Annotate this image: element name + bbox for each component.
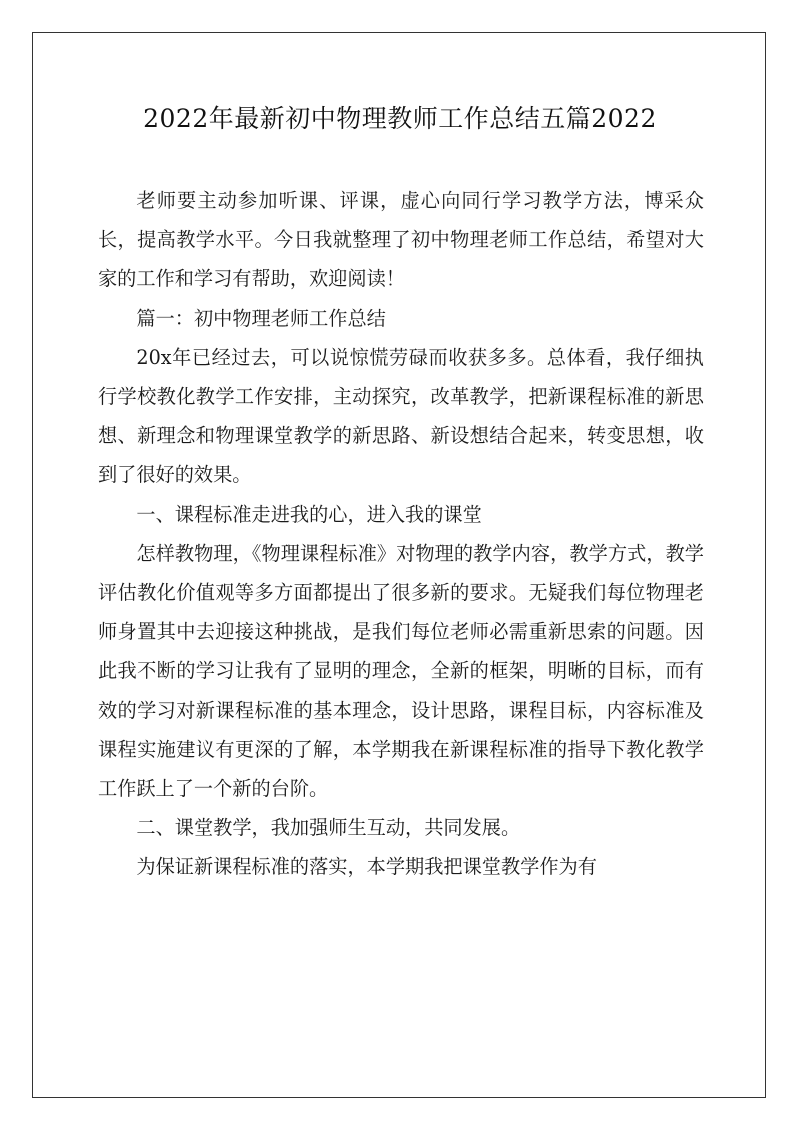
body-paragraph: 20x年已经过去，可以说惊慌劳碌而收获多多。总体看，我仔细执行学校教化教学工作安排，主动探究，改革教学，把新课程标准的新思想、新理念和物理课堂教学的新思路、新设想结合起来，转变思想，收到了很好的效果。 — [98, 345, 704, 487]
document-title: 2022年最新初中物理教师工作总结五篇2022 — [143, 104, 657, 133]
body-paragraph: 怎样教物理，《物理课程标准》对物理的教学内容，教学方式，教学评估教化价值观等多方面都提出了很多新的要求。无疑我们每位物理老师身置其中去迎接这种挑战，是我们每位老师必需重新思索的问题。因此我不断的学习让我有了显明的理念，全新的框架，明晰的目标，而有效的学习对新课程标准的基本理念，设计思路，课程目标，内容标准及课程实施建议有更深的了解，本学期我在新课程标准的指导下教化教学工作跃上了一个新的台阶。 — [98, 541, 704, 801]
section-heading-part-one: 篇一：初中物理老师工作总结 — [136, 306, 386, 330]
intro-paragraph: 老师要主动参加听课、评课，虚心向同行学习教学方法，博采众长，提高教学水平。今日我就整理了初中物理老师工作总结，希望对大家的工作和学习有帮助，欢迎阅读！ — [98, 189, 704, 291]
subsection-heading-one: 一、课程标准走进我的心，进入我的课堂 — [136, 502, 482, 526]
document-body — [98, 181, 704, 887]
body-paragraph: 为保证新课程标准的落实，本学期我把课堂教学作为有 — [136, 855, 597, 879]
subsection-heading-two: 二、课堂教学，我加强师生互动，共同发展。 — [136, 816, 521, 840]
